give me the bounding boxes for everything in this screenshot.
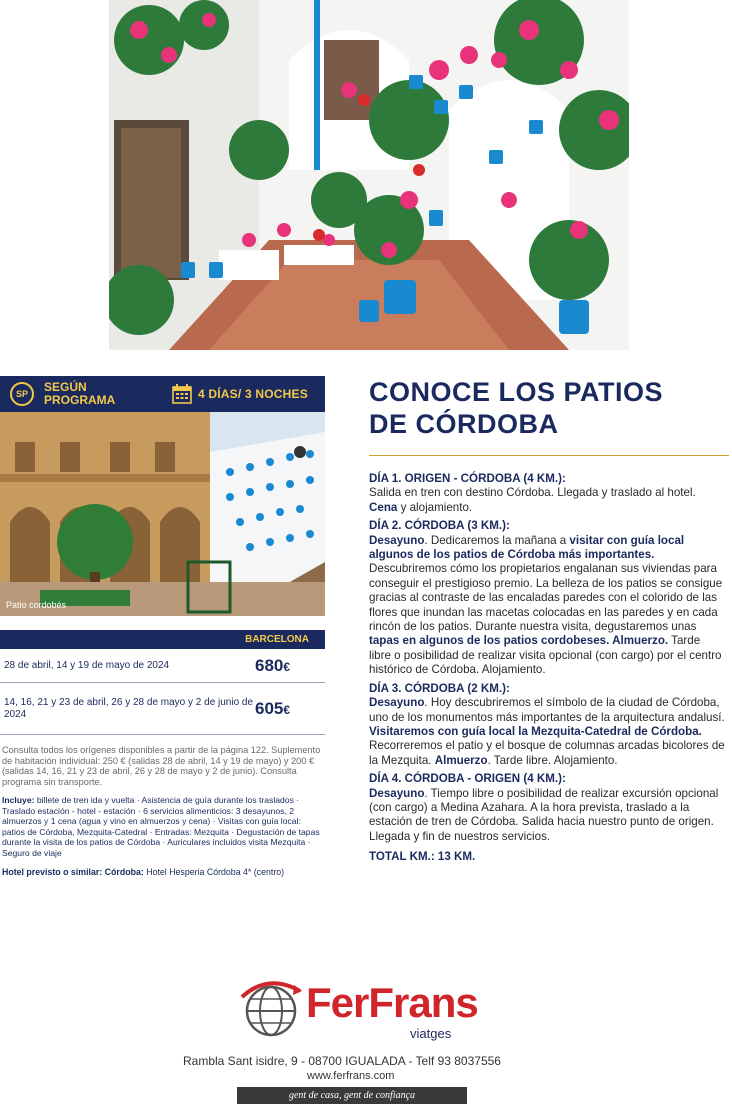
page-title [369, 376, 725, 440]
includes-body: billete de tren ida y vuelta · Asistencia de guía durante los traslados · Traslado estación - hotel - estación · 6 servicios alimenticios: 3 desayunos, 2 almuerzos y 1 cena (agua y vino en almuerzos y cena) · Visitas con guía local: patios de Córdoba, Mezquita-Catedral · Entradas: Mezquita · Degustación de tapas durante la visita de los patios de Córdoba · Auriculares incluidos visita Mezquita · Seguro de viaje [2, 795, 320, 858]
bold-run: visitar con guía local algunos de los patios de Córdoba más importantes. [369, 533, 685, 562]
day-2-heading: DÍA 2. CÓRDOBA (3 KM.): [369, 519, 510, 533]
itinerary [369, 472, 725, 865]
bold-run: Desayuno [369, 696, 425, 710]
hero-photo [109, 0, 629, 350]
hotel-text [0, 867, 325, 877]
brand-name: FerFrans [306, 979, 478, 1026]
text-run: Salida en tren con destino Córdoba. Llegada y traslado al hotel. [369, 486, 696, 500]
right-column [369, 376, 725, 865]
slogan: gent de casa, gent de confiança [288, 1090, 416, 1101]
fine-print: Consulta todos los orígenes disponibles a partir de la página 122. Suplemento de habitación individual: 250 € (salidas 28 de abril, 14 y 19 de mayo) y 200 € (salidas 14, 16, 21 y 23 de abril, 26 y 28 de mayo y 2 de junio). Consulta programa sin transporte. [2, 745, 321, 787]
price-dates: 28 de abril, 14 y 19 de mayo de 2024 [4, 659, 170, 671]
title-line-1: CONOCE LOS PATIOS [369, 377, 664, 407]
price-row [0, 683, 325, 735]
bold-run: Almuerzo [434, 753, 488, 767]
bold-run: Desayuno [369, 786, 425, 800]
price-amount: 605 [255, 698, 284, 718]
title-divider [369, 455, 729, 456]
day-4-text [369, 787, 725, 845]
footer [0, 975, 732, 1115]
bold-run: Cena [369, 500, 398, 514]
left-column [0, 376, 325, 877]
text-run: . Tiempo libre o posibilidad de realizar excursión opcional (con cargo) a Medina Azahara. A la hora prevista, traslado a la estación de tren de Córdoba. Salida hacia nuestro punto de origen. Llegada y fin de nuestros servicios. [369, 786, 719, 843]
currency-symbol: € [283, 702, 291, 717]
hotel-name: Hotel Hesperia Córdoba 4* (centro) [143, 866, 285, 877]
includes-label: Incluye: [2, 795, 35, 805]
hotel-city: Córdoba: [104, 866, 144, 877]
sp-badge: SP [10, 382, 34, 406]
text-run: Tarde libre o posibilidad de realizar visita opcional (con cargo) por el centro histórico de Córdoba. Alojamiento. [369, 634, 722, 677]
bold-run: tapas en algunos de los patios cordobeses. Almuerzo. [369, 634, 669, 648]
address: Rambla Sant isidre, 9 - 08700 IGUALADA - Telf 93 8037556 [183, 1054, 501, 1068]
text-run: y alojamiento. [397, 500, 473, 514]
price-table-header: BARCELONA [0, 630, 325, 649]
text-run: . Dedicaremos la mañana a [424, 533, 570, 547]
text-run: Recorreremos el patio y el bosque de columnas arcadas bicolores de la Mezquita. [369, 739, 725, 767]
duration-label: 4 DÍAS/ 3 NOCHES [198, 387, 308, 401]
bold-run: Visitaremos con guía local la Mezquita-Catedral de Córdoba. [369, 724, 702, 738]
photo-caption: Patio cordobés [6, 600, 67, 610]
patio-flowers-illustration [109, 0, 629, 350]
includes-text [0, 795, 325, 859]
price-amount: 680 [255, 655, 284, 675]
day-3-text [369, 696, 725, 768]
text-run: . Tarde libre. Alojamiento. [487, 753, 618, 767]
currency-symbol: € [283, 659, 291, 674]
website-link[interactable]: www.ferfrans.com [307, 1070, 395, 1082]
price-row [0, 649, 325, 683]
day-4-heading: DÍA 4. CÓRDOBA - ORIGEN (4 KM.): [369, 772, 566, 786]
text-run: . Hoy descubriremos el símbolo de la ciudad de Córdoba, uno de los monumentos más importantes de la arquitectura andalusí. [369, 696, 725, 724]
patio-photo [0, 412, 325, 616]
day-1-text [369, 486, 725, 515]
bold-run: Desayuno [369, 533, 425, 547]
patio-illustration [0, 412, 325, 616]
day-1-heading: DÍA 1. ORIGEN - CÓRDOBA (4 KM.): [369, 472, 566, 485]
globe-logo-icon [238, 979, 304, 1039]
text-run: Descubriremos cómo los propietarios engalanan sus viviendas para conseguir el prestigioso premio. La belleza de los patios se consigue gracias al contraste de las encaladas paredes con el colorido de las flores que inundan las macetas colocadas en las paredes y en cada rincón de los patios. Durante nuestra visita, degustaremos unas [369, 562, 723, 634]
program-bar [0, 376, 325, 412]
brand-subtitle: viatges [410, 1026, 452, 1041]
price-dates: 14, 16, 21 y 23 de abril, 26 y 28 de mayo y 2 de junio de 2024 [4, 696, 254, 720]
slogan-bar [237, 1087, 467, 1104]
day-2-text [369, 534, 725, 678]
calendar-icon [172, 384, 192, 404]
title-line-2: DE CÓRDOBA [369, 409, 559, 439]
day-3-heading: DÍA 3. CÓRDOBA (2 KM.): [369, 681, 510, 695]
hotel-label: Hotel previsto o similar: [2, 866, 103, 877]
price-value [255, 656, 325, 676]
price-value [255, 699, 325, 719]
program-label: SEGÚN PROGRAMA [44, 380, 116, 407]
total-km: TOTAL KM.: 13 KM. [369, 850, 476, 864]
